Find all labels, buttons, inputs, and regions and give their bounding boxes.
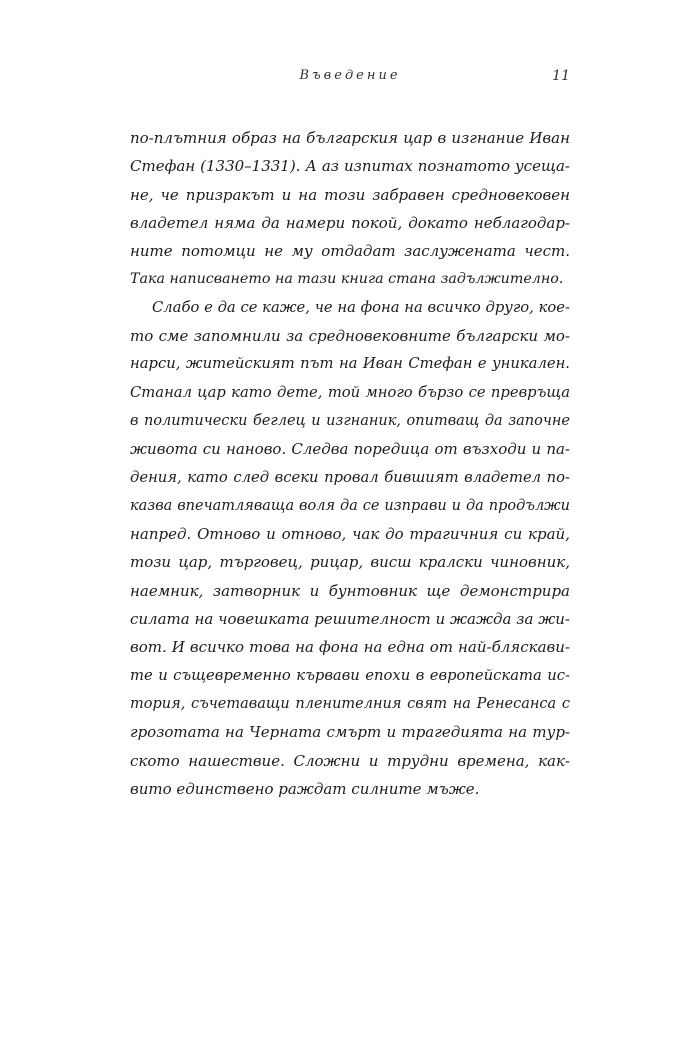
- text-line: този цар, търговец, рицар, висш кралски чиновник,: [130, 553, 570, 572]
- text-line: дения, като след всеки провал бившият владетел по-: [130, 468, 570, 486]
- text-line: силата на човешката решителност и жажда за жи-: [130, 610, 570, 629]
- text-line: то сме запомнили за средновековните български мо-: [130, 327, 570, 346]
- page-header: [0, 68, 700, 92]
- text-line: по-плътния образ на българския цар в изгнание Иван: [130, 129, 570, 147]
- text-line: казва впечатляваща воля да се изправи и да продължи: [130, 497, 570, 514]
- text-line: Станал цар като дете, той много бързо се превръща: [130, 383, 570, 401]
- text-line: ското нашествие. Сложни и трудни времена, как-: [130, 751, 570, 770]
- text-line: в политически беглец и изгнаник, опитващ да започне: [130, 412, 570, 429]
- text-line: напред. Отново и отново, чак до трагичния си край,: [130, 525, 570, 544]
- text-line: владетел няма да намери покой, докато неблагодар-: [130, 213, 570, 232]
- text-line: ните потомци не му отдадат заслужената чест.: [130, 242, 570, 261]
- text-line: наемник, затворник и бунтовник ще демонстрира: [130, 581, 570, 600]
- text-line: вот. И всичко това на фона на една от най-бляскави-: [130, 638, 570, 657]
- text-line: Така написването на тази книга стана задължително.: [130, 271, 564, 288]
- page-number: 11: [552, 68, 570, 84]
- text-line: нарси, житейският път на Иван Стефан е уникален.: [130, 355, 570, 373]
- running-head: Въведение: [299, 68, 401, 83]
- text-line: не, че призракът и на този забравен средновековен: [130, 185, 570, 204]
- paragraph: [130, 294, 570, 803]
- text-line: вито единствено раждат силните мъже.: [130, 779, 480, 798]
- body-text: [130, 124, 570, 803]
- text-line: те и същевременно кървави епохи в европейската ис-: [130, 666, 570, 684]
- text-line: Слабо е да се каже, че на фона на всичко друго, кое-: [152, 298, 570, 316]
- text-line: живота си наново. Следва поредица от възходи и па-: [130, 440, 570, 459]
- text-line: тория, съчетаващи пленителния свят на Ренесанса с: [130, 695, 570, 712]
- text-line: Стефан (1330–1331). А аз изпитах познатото усеща-: [130, 157, 570, 176]
- paragraph: [130, 124, 570, 294]
- text-line: грозотата на Черната смърт и трагедията на тур-: [130, 723, 570, 742]
